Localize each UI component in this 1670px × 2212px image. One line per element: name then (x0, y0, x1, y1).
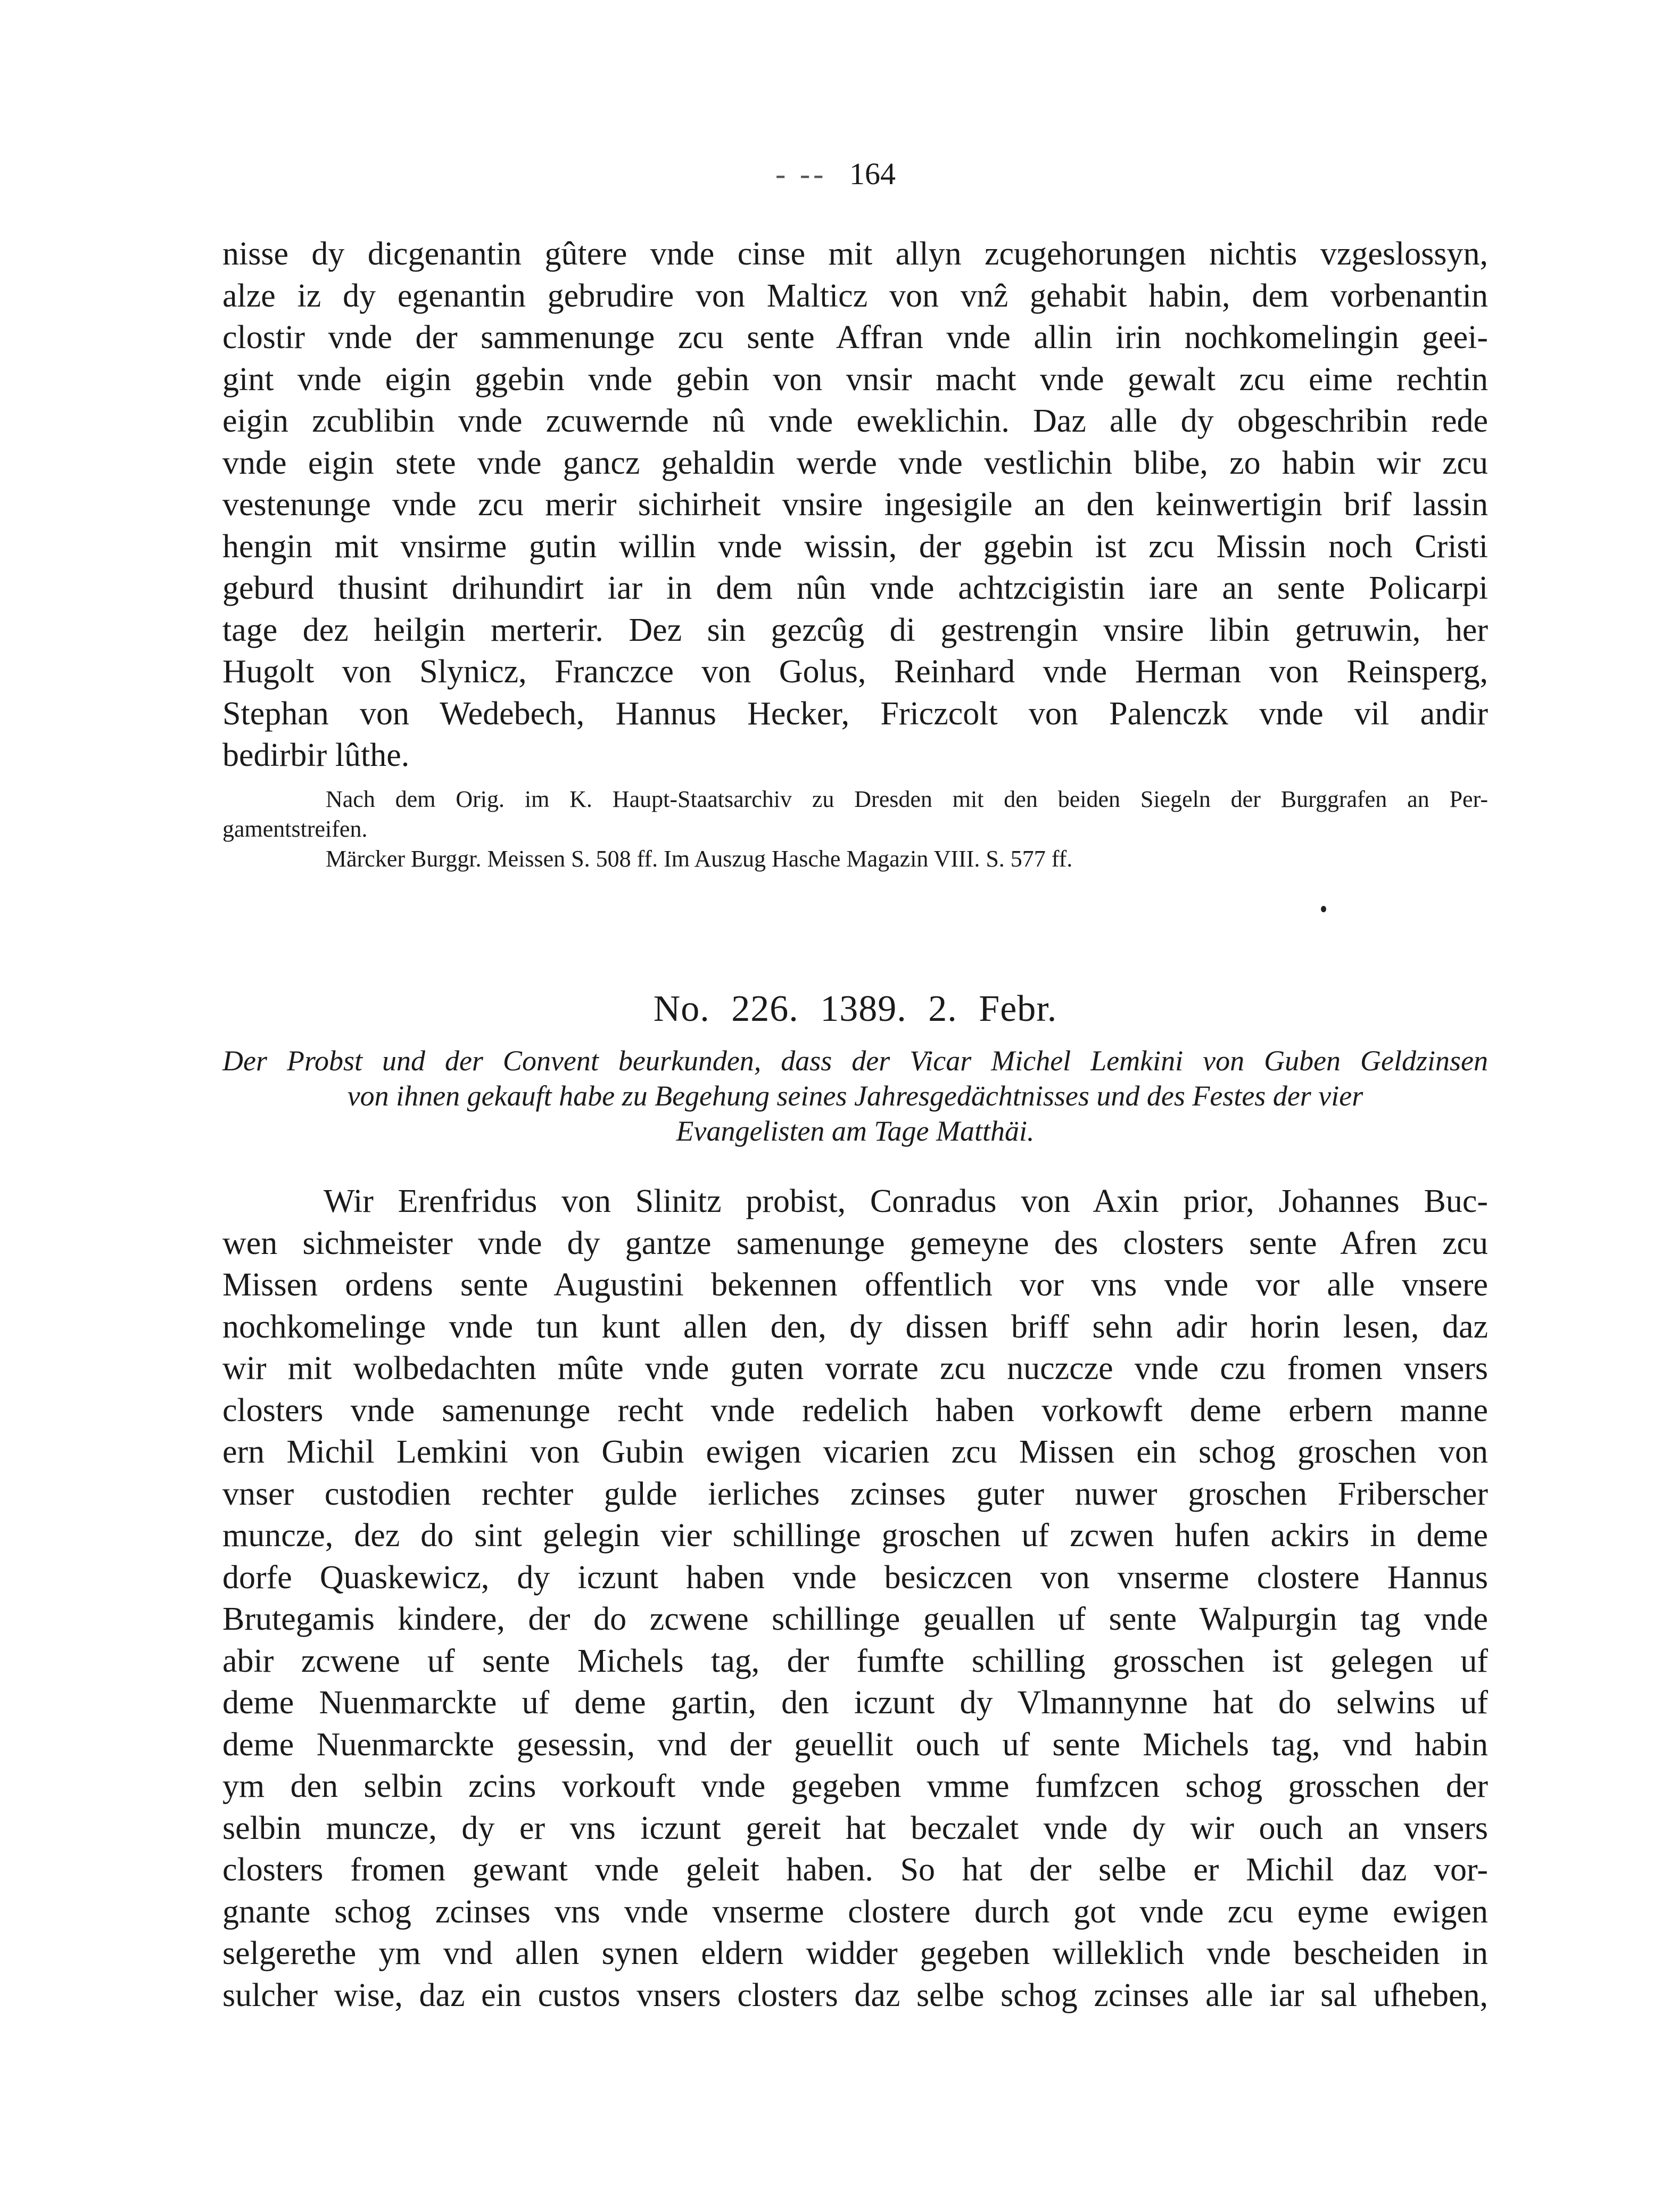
document-heading: No. 226. 1389. 2. Febr. (653, 988, 1057, 1029)
text-line: dorfe Quaskewicz, dy iczunt haben vnde besiczcen von vnserme clostere Hannus (222, 1559, 1488, 1596)
text-line: alze iz dy egenantin gebrudire von Malticz von vnẑ gehabit habin, dem vorbenantin (222, 277, 1488, 314)
text-line: closters fromen gewant vnde geleit haben. So hat der selbe er Michil daz vor- (222, 1852, 1488, 1888)
source-note-line: Märcker Burggr. Meissen S. 508 ff. Im Auszug Hasche Magazin VIII. S. 577 ff. (326, 846, 1073, 872)
text-line: Brutegamis kindere, der do zcwene schillinge geuallen uf sente Walpurgin tag vnde (222, 1601, 1488, 1637)
summary-line: von ihnen gekauft habe zu Begehung seines Jahresgedächtnisses und des Festes der vier (347, 1080, 1363, 1112)
text-line: selgerethe ym vnd allen synen eldern widder gegeben willeklich vnde bescheiden in (222, 1935, 1488, 1971)
text-line: ym den selbin zcins vorkouft vnde gegeben vmme fumfzcen schog grosschen der (222, 1768, 1488, 1804)
text-line: vnser custodien rechter gulde ierliches zcinses guter nuwer groschen Friberscher (222, 1475, 1488, 1512)
text-line: hengin mit vnsirme gutin willin vnde wissin, der ggebin ist zcu Missin noch Cristi (222, 528, 1488, 565)
text-line: nisse dy dicgenantin gûtere vnde cinse mit allyn zcugehorungen nichtis vzgeslossyn, (222, 236, 1488, 272)
text-line: gint vnde eigin ggebin vnde gebin von vnsir macht vnde gewalt zcu eime rechtin (222, 361, 1488, 398)
continuation-paragraph (222, 233, 1488, 777)
text-line: Hugolt von Slynicz, Franczce von Golus, Reinhard vnde Herman von Reinsperg, (222, 654, 1488, 690)
text-line: ern Michil Lemkini von Gubin ewigen vicarien zcu Missen ein schog groschen von (222, 1434, 1488, 1470)
summary-line: Evangelisten am Tage Matthäi. (676, 1115, 1035, 1147)
document-summary (222, 1043, 1488, 1149)
text-line: nochkomelinge vnde tun kunt allen den, dy dissen briff sehn adir horin lesen, daz (222, 1308, 1488, 1345)
summary-line: Der Probst und der Convent beurkunden, dass der Vicar Michel Lemkini von Guben Geldzinsen (222, 1045, 1488, 1077)
text-line: selbin muncze, dy er vns iczunt gereit hat beczalet vnde dy wir ouch an vnsers (222, 1810, 1488, 1846)
text-line: muncze, dez do sint gelegin vier schillinge groschen uf zcwen hufen ackirs in deme (222, 1517, 1488, 1554)
charter-paragraph (222, 1181, 1488, 2016)
text-line: deme Nuenmarckte gesessin, vnd der geuellit ouch uf sente Michels tag, vnd habin (222, 1726, 1488, 1763)
text-line: gnante schog zcinses vns vnde vnserme clostere durch got vnde zcu eyme ewigen (222, 1893, 1488, 1930)
source-note-line: Nach dem Orig. im K. Haupt-Staatsarchiv zu Dresden mit den beiden Siegeln der Burggrafen an Per- (326, 786, 1488, 812)
text-line: wir mit wolbedachten mûte vnde guten vorrate zcu nuczcze vnde czu fromen vnsers (222, 1350, 1488, 1386)
page-header (713, 155, 958, 193)
text-line: abir zcwene uf sente Michels tag, der fumfte schilling grosschen ist gelegen uf (222, 1643, 1488, 1679)
text-line: closters vnde samenunge recht vnde redelich haben vorkowft deme erbern manne (222, 1392, 1488, 1429)
text-line: sulcher wise, daz ein custos vnsers closters daz selbe schog zcinses alle iar sal ufheben, (222, 1977, 1488, 2013)
source-notes (222, 785, 1488, 874)
ink-speck (1321, 906, 1326, 912)
header-dashes: - -- (775, 156, 827, 191)
source-note-line: gamentstreifen. (222, 816, 368, 842)
text-line: wen sichmeister vnde dy gantze samenunge gemeyne des closters sente Afren zcu (222, 1225, 1488, 1261)
text-line: Stephan von Wedebech, Hannus Hecker, Friczcolt von Palenczk vnde vil andir (222, 695, 1488, 732)
text-line: eigin zcublibin vnde zcuwernde nû vnde eweklichin. Daz alle dy obgeschribin rede (222, 403, 1488, 439)
text-line: tage dez heilgin merterir. Dez sin gezcûg di gestrengin vnsire libin getruwin, her (222, 612, 1488, 648)
text-line: bedirbir lûthe. (222, 737, 410, 773)
text-line: clostir vnde der sammenunge zcu sente Affran vnde allin irin nochkomelingin geei- (222, 319, 1488, 356)
text-line: vnde eigin stete vnde gancz gehaldin werde vnde vestlichin blibe, zo habin wir zcu (222, 444, 1488, 481)
text-line: geburd thusint drihundirt iar in dem nûn vnde achtzcigistin iare an sente Policarpi (222, 570, 1488, 606)
text-line: deme Nuenmarckte uf deme gartin, den iczunt dy Vlmannynne hat do selwins uf (222, 1685, 1488, 1721)
text-line: vestenunge vnde zcu merir sichirheit vnsire ingesigile an den keinwertigin brif lassin (222, 486, 1488, 523)
text-line: Missen ordens sente Augustini bekennen offentlich vor vns vnde vor alle vnsere (222, 1267, 1488, 1303)
text-line: Wir Erenfridus von Slinitz probist, Conradus von Axin prior, Johannes Buc- (324, 1183, 1488, 1219)
page-number: 164 (849, 156, 896, 191)
